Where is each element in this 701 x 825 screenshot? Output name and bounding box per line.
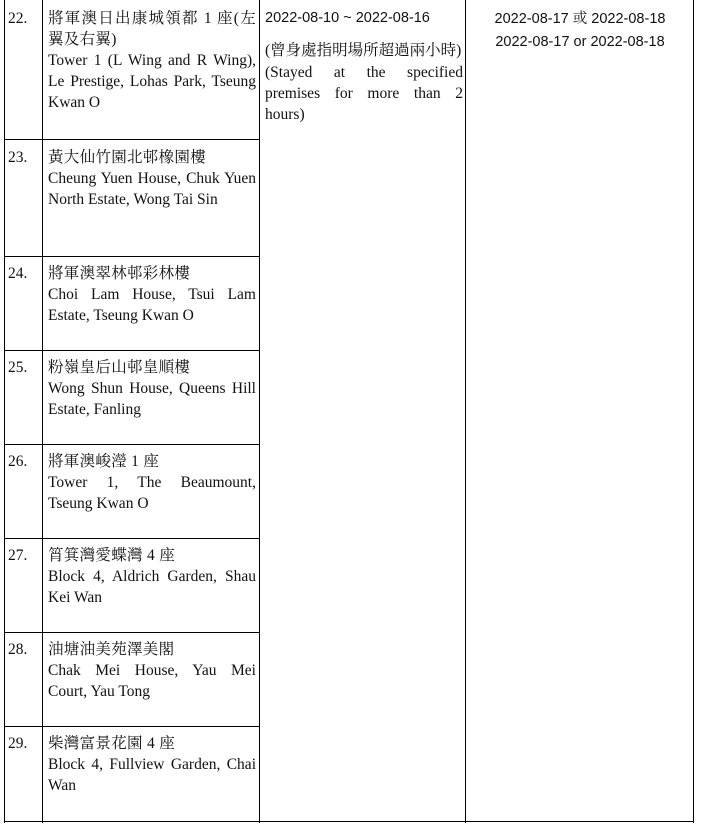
premises-name-english: Tower 1, The Beaumount, Tseung Kwan O [48,474,256,512]
visit-period-note-english: (Stayed at the specified premises for more than 2 hours) [265,64,463,123]
table-border-left [4,0,5,823]
row-divider [4,256,260,257]
premises-name-chinese: 油塘油美苑澤美閣 [48,641,175,658]
row-divider [4,726,260,727]
premises-name [48,8,256,113]
premises-name [48,733,256,796]
premises-name-english: Chak Mei House, Yau Mei Court, Yau Tong [48,662,256,700]
row-number: 27. [8,547,28,564]
test-dates-cell [467,8,693,54]
table-border-bottom [4,821,694,822]
visit-period-dates: 2022-08-10 ~ 2022-08-16 [265,10,430,26]
row-divider [4,538,260,539]
row-number: 23. [8,149,28,166]
premises-name-chinese: 粉嶺皇后山邨皇順樓 [48,359,191,376]
premises-name-english: Choi Lam House, Tsui Lam Estate, Tseung Kwan O [48,286,256,324]
row-divider [4,632,260,633]
column-divider-premises [259,0,260,823]
premises-name-english: Tower 1 (L Wing and R Wing), Le Prestige, Lohas Park, Tseung Kwan O [48,52,256,111]
row-number: 24. [8,265,28,282]
column-divider-number [42,0,43,823]
premises-name-english: Cheung Yuen House, Chuk Yuen North Estate, Wong Tai Sin [48,170,256,208]
row-number: 22. [8,10,28,27]
row-divider [4,444,260,445]
row-number: 25. [8,359,28,376]
premises-name-english: Block 4, Aldrich Garden, Shau Kei Wan [48,568,256,606]
row-number: 26. [8,453,28,470]
premises-name [48,545,256,608]
visit-period-note-chinese: (曾身處指明場所超過兩小時) [265,42,462,59]
premises-name-chinese: 將軍澳峻瀅 1 座 [48,453,160,470]
premises-name-chinese: 將軍澳日出康城領都 1 座(左翼及右翼) [48,10,256,48]
row-divider [4,350,260,351]
premises-name [48,639,256,702]
test-dates-english: 2022-08-17 or 2022-08-18 [495,34,665,50]
premises-name-chinese: 將軍澳翠林邨彩林樓 [48,265,191,282]
premises-name [48,451,256,514]
premises-name-english: Block 4, Fullview Garden, Chai Wan [48,756,256,794]
premises-name-chinese: 筲箕灣愛蝶灣 4 座 [48,547,176,564]
row-number: 29. [8,735,28,752]
visit-period-cell [265,8,463,125]
test-dates-chinese: 2022-08-17 或 2022-08-18 [494,11,666,27]
premises-name [48,357,256,420]
row-divider [4,139,260,140]
premises-name-chinese: 黃大仙竹園北邨橡園樓 [48,149,207,166]
premises-name-chinese: 柴灣富景花園 4 座 [48,735,176,752]
table-border-right [693,0,694,823]
row-number: 28. [8,641,28,658]
premises-name-english: Wong Shun House, Queens Hill Estate, Fanling [48,380,256,418]
premises-name [48,263,256,326]
premises-name [48,147,256,210]
column-divider-period [465,0,466,823]
